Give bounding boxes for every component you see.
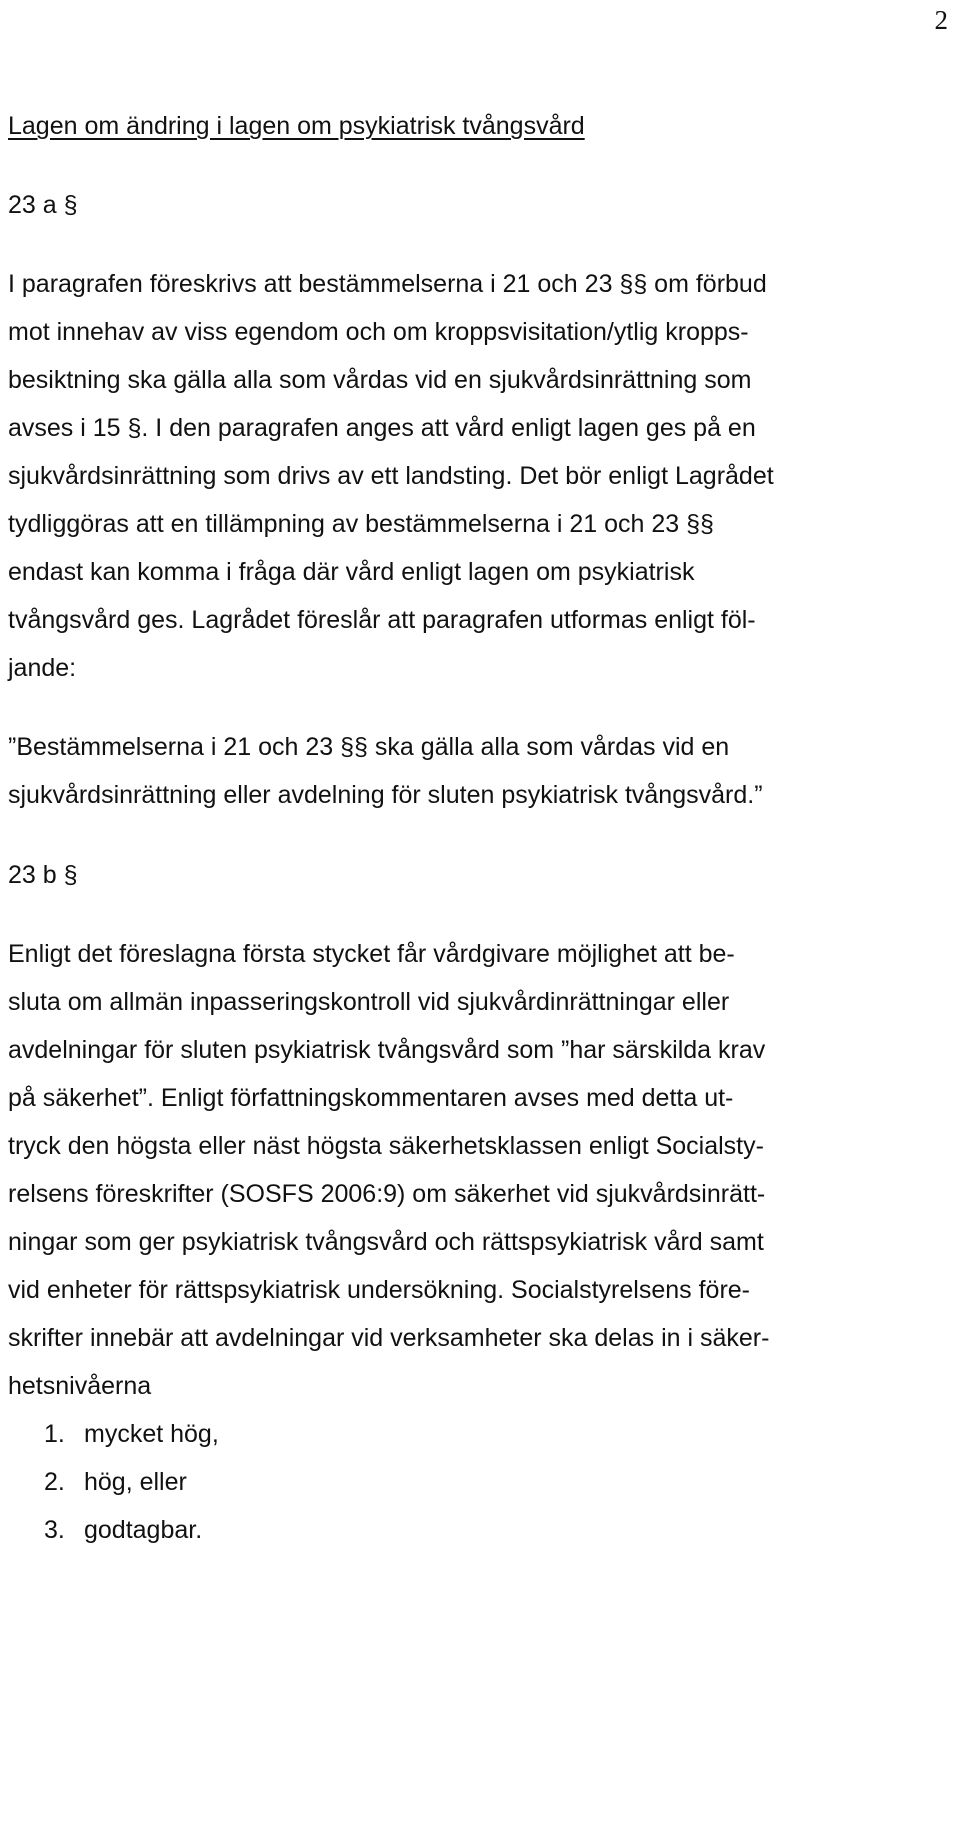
list-item	[8, 1458, 952, 1506]
proposed-wording-quote	[8, 723, 952, 819]
list-item	[8, 1410, 952, 1458]
section-heading-23a: 23 a §	[8, 191, 78, 219]
list-item-text: mycket hög,	[84, 1420, 219, 1448]
quote-line: sjukvårdsinrättning eller avdelning för sluten psykiatrisk tvångsvård.”	[8, 781, 763, 809]
text-line: hetsnivåerna	[8, 1372, 152, 1400]
document-body	[8, 102, 952, 1554]
text-line: tryck den högsta eller näst högsta säkerhetsklassen enligt Socialsty-	[8, 1132, 764, 1160]
section-23a-paragraph	[8, 260, 952, 692]
list-item	[8, 1506, 952, 1554]
list-item-number: 3.	[44, 1516, 65, 1544]
section-23b-paragraph	[8, 930, 952, 1410]
text-line: ningar som ger psykiatrisk tvångsvård och rättspsykiatrisk vård samt	[8, 1228, 764, 1256]
text-line: avdelningar för sluten psykiatrisk tvångsvård som ”har särskilda krav	[8, 1036, 766, 1064]
text-line: Enligt det föreslagna första stycket får vårdgivare möjlighet att be-	[8, 940, 735, 968]
security-levels-list	[8, 1410, 952, 1554]
text-line: vid enheter för rättspsykiatrisk undersökning. Socialstyrelsens före-	[8, 1276, 750, 1304]
text-line: mot innehav av viss egendom och om kroppsvisitation/ytlig kropps-	[8, 318, 749, 346]
text-line: tydliggöras att en tillämpning av bestämmelserna i 21 och 23 §§	[8, 510, 714, 538]
text-line: avses i 15 §. I den paragrafen anges att vård enligt lagen ges på en	[8, 414, 756, 442]
text-line: tvångsvård ges. Lagrådet föreslår att paragrafen utformas enligt föl-	[8, 606, 756, 634]
text-line: sluta om allmän inpasseringskontroll vid sjukvårdinrättningar eller	[8, 988, 730, 1016]
list-item-text: godtagbar.	[84, 1516, 203, 1544]
list-item-text: hög, eller	[84, 1468, 187, 1496]
section-heading-23b: 23 b §	[8, 861, 78, 889]
quote-line: ”Bestämmelserna i 21 och 23 §§ ska gälla alla som vårdas vid en	[8, 733, 730, 761]
text-line: skrifter innebär att avdelningar vid verksamheter ska delas in i säker-	[8, 1324, 770, 1352]
text-line: relsens föreskrifter (SOSFS 2006:9) om säkerhet vid sjukvårdsinrätt-	[8, 1180, 766, 1208]
text-line: endast kan komma i fråga där vård enligt lagen om psykiatrisk	[8, 558, 695, 586]
text-line: besiktning ska gälla alla som vårdas vid en sjukvårdsinrättning som	[8, 366, 752, 394]
list-item-number: 1.	[44, 1420, 65, 1448]
text-line: jande:	[8, 654, 77, 682]
text-line: på säkerhet”. Enligt författningskommentaren avses med detta ut-	[8, 1084, 734, 1112]
page-number: 2	[934, 5, 948, 35]
document-title: Lagen om ändring i lagen om psykiatrisk tvångsvård	[8, 112, 585, 140]
text-line: I paragrafen föreskrivs att bestämmelserna i 21 och 23 §§ om förbud	[8, 270, 767, 298]
list-item-number: 2.	[44, 1468, 65, 1496]
text-line: sjukvårdsinrättning som drivs av ett landsting. Det bör enligt Lagrådet	[8, 462, 774, 490]
